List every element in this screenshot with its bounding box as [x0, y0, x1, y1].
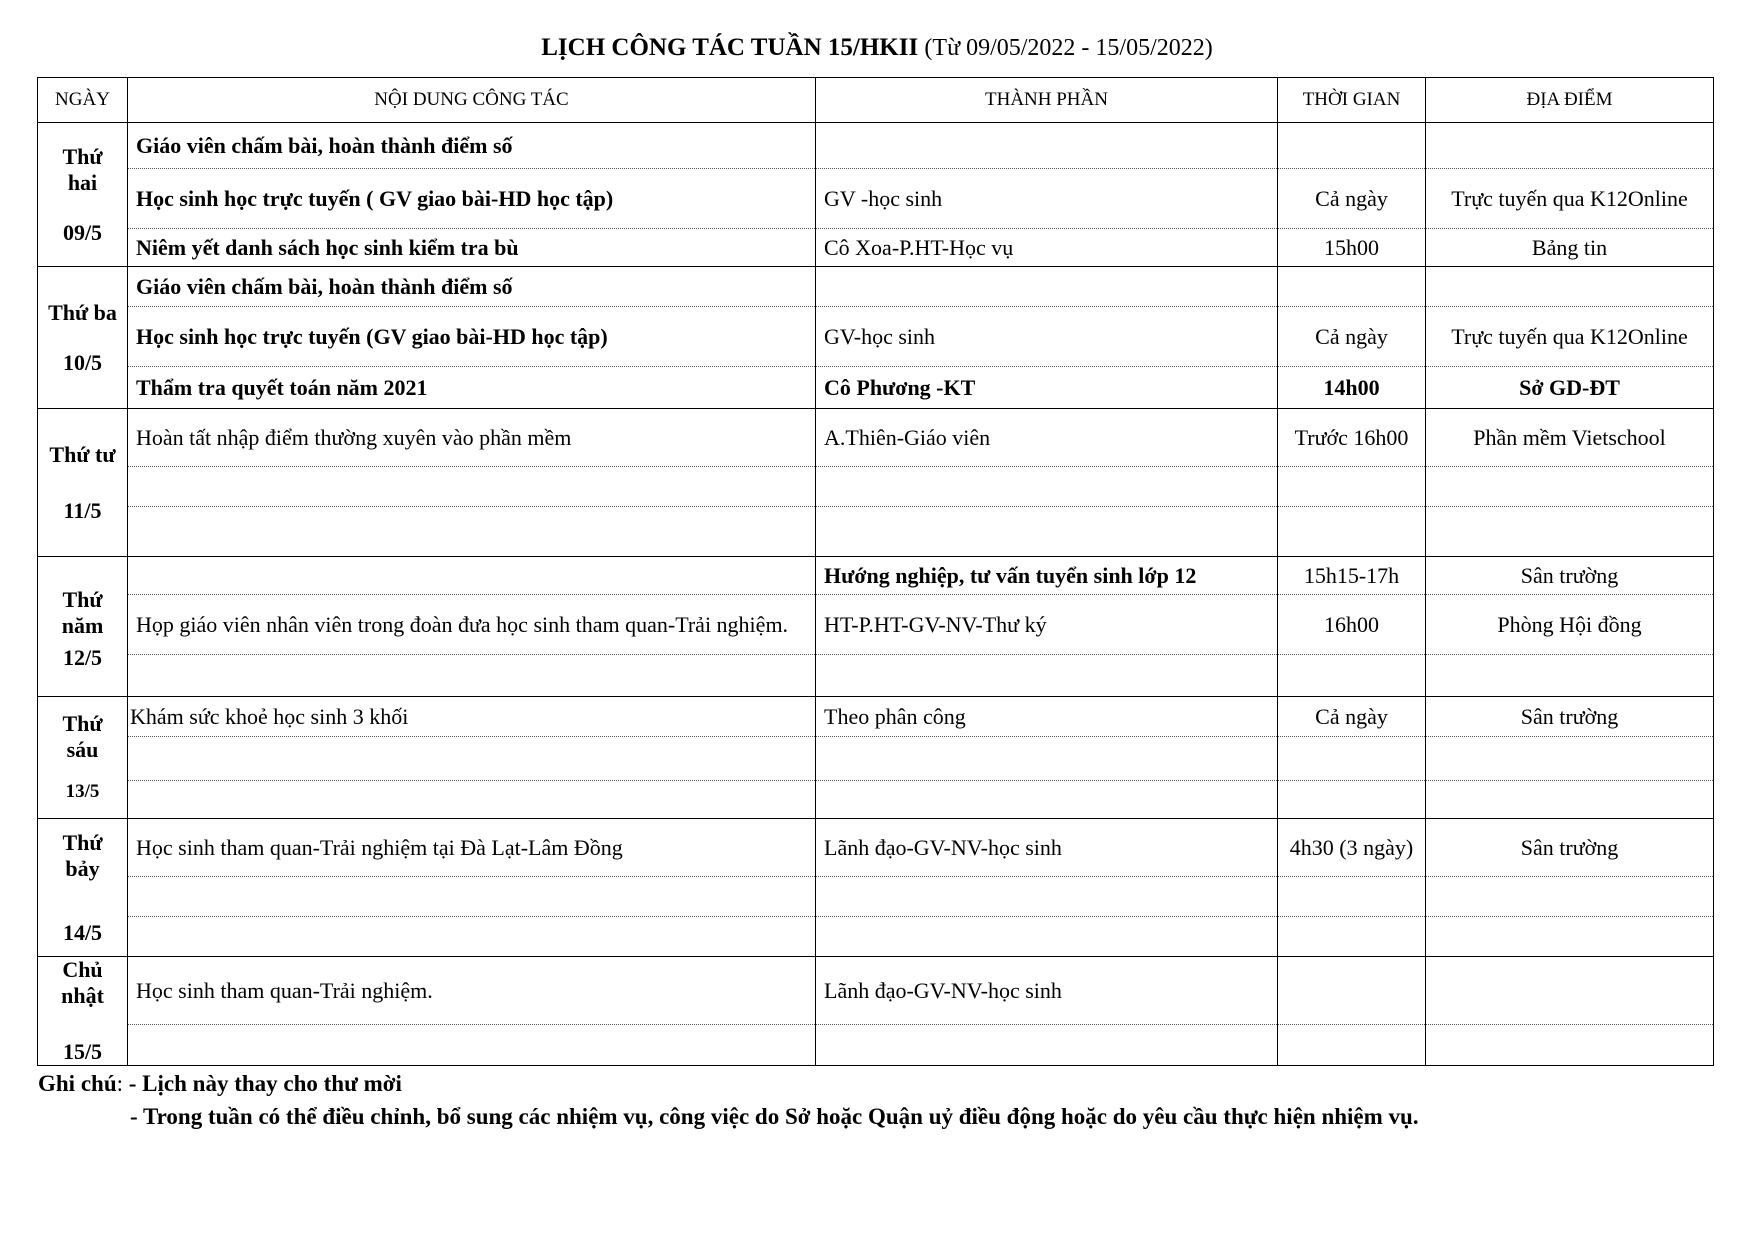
time-cell: 14h00 [1278, 367, 1426, 409]
header-row [38, 78, 1714, 123]
time-cell: Cả ngày [1278, 697, 1426, 737]
content-cell [128, 781, 816, 819]
participants-cell: GV-học sinh [816, 307, 1278, 367]
content-cell [128, 507, 816, 557]
day-cell-wednesday: Thứ tư 11/5 [38, 409, 128, 557]
day-cell-saturday: Thứ bảy 14/5 [38, 819, 128, 957]
participants-cell: Lãnh đạo-GV-NV-học sinh [816, 957, 1278, 1025]
time-cell [1278, 655, 1426, 697]
participants-cell: HT-P.HT-GV-NV-Thư ký [816, 595, 1278, 655]
content-cell: Giáo viên chấm bài, hoàn thành điểm số [128, 123, 816, 169]
content-cell: Học sinh tham quan-Trải nghiệm tại Đà Lạt-Lâm Đồng [128, 819, 816, 877]
time-cell [1278, 781, 1426, 819]
participants-cell [816, 917, 1278, 957]
day-cell-tuesday: Thứ ba 10/5 [38, 267, 128, 409]
table-row [38, 467, 1714, 507]
location-cell: Bảng tin [1426, 229, 1714, 267]
location-cell: Phần mềm Vietschool [1426, 409, 1714, 467]
table-row [38, 697, 1714, 737]
time-cell [1278, 507, 1426, 557]
participants-cell: Hướng nghiệp, tư vấn tuyển sinh lớp 12 [816, 557, 1278, 595]
table-row [38, 737, 1714, 781]
page-title [0, 34, 1754, 62]
header-content: NỘI DUNG CÔNG TÁC [128, 78, 816, 123]
participants-cell: Cô Phương -KT [816, 367, 1278, 409]
participants-cell [816, 877, 1278, 917]
location-cell: Trực tuyến qua K12Online [1426, 307, 1714, 367]
location-cell: Sân trường [1426, 697, 1714, 737]
location-cell [1426, 123, 1714, 169]
content-cell: Học sinh học trực tuyến ( GV giao bài-HD học tập) [128, 169, 816, 229]
table-row [38, 781, 1714, 819]
location-cell [1426, 655, 1714, 697]
time-cell [1278, 877, 1426, 917]
title-date-range: (Từ 09/05/2022 - 15/05/2022) [924, 35, 1213, 61]
time-cell [1278, 467, 1426, 507]
participants-cell: A.Thiên-Giáo viên [816, 409, 1278, 467]
day-cell-monday: Thứ hai 09/5 [38, 123, 128, 267]
participants-cell [816, 1025, 1278, 1066]
participants-cell [816, 467, 1278, 507]
table-row [38, 169, 1714, 229]
location-cell [1426, 1025, 1714, 1066]
participants-cell [816, 781, 1278, 819]
table-row [38, 557, 1714, 595]
time-cell [1278, 123, 1426, 169]
note-line-2: - Trong tuần có thể điều chỉnh, bổ sung các nhiệm vụ, công việc do Sở hoặc Quận uỷ điều động hoặc do yêu cầu thực hiện nhiệm vụ. [130, 1104, 1419, 1129]
location-cell [1426, 957, 1714, 1025]
time-cell [1278, 1025, 1426, 1066]
participants-cell: GV -học sinh [816, 169, 1278, 229]
location-cell: Phòng Hội đồng [1426, 595, 1714, 655]
table-row [38, 367, 1714, 409]
time-cell [1278, 917, 1426, 957]
participants-cell: Lãnh đạo-GV-NV-học sinh [816, 819, 1278, 877]
day-cell-thursday: Thứ năm 12/5 [38, 557, 128, 697]
location-cell [1426, 737, 1714, 781]
table-row [38, 655, 1714, 697]
day-cell-sunday: Chủ nhật 15/5 [38, 957, 128, 1066]
notes-section [38, 1067, 1419, 1133]
content-cell: Học sinh tham quan-Trải nghiệm. [128, 957, 816, 1025]
location-cell: Sân trường [1426, 557, 1714, 595]
participants-cell: Cô Xoa-P.HT-Học vụ [816, 229, 1278, 267]
note-text-1: - Lịch này thay cho thư mời [123, 1071, 402, 1096]
participants-cell: Theo phân công [816, 697, 1278, 737]
table-row [38, 595, 1714, 655]
location-cell [1426, 507, 1714, 557]
location-cell: Trực tuyến qua K12Online [1426, 169, 1714, 229]
participants-cell [816, 655, 1278, 697]
schedule-table [37, 77, 1714, 1066]
location-cell [1426, 781, 1714, 819]
header-location: ĐỊA ĐIỂM [1426, 78, 1714, 123]
title-main: LỊCH CÔNG TÁC TUẦN 15/HKII [541, 34, 919, 61]
time-cell: Cả ngày [1278, 307, 1426, 367]
header-day: NGÀY [38, 78, 128, 123]
time-cell [1278, 267, 1426, 307]
content-cell: Thẩm tra quyết toán năm 2021 [128, 367, 816, 409]
location-cell [1426, 917, 1714, 957]
table-row [38, 307, 1714, 367]
table-row [38, 409, 1714, 467]
location-cell [1426, 467, 1714, 507]
table-row [38, 267, 1714, 307]
header-time: THỜI GIAN [1278, 78, 1426, 123]
location-cell [1426, 267, 1714, 307]
time-cell: Trước 16h00 [1278, 409, 1426, 467]
table-row [38, 123, 1714, 169]
note-line-1: Ghi chú: - Lịch này thay cho thư mời [38, 1071, 402, 1096]
time-cell [1278, 737, 1426, 781]
table-row [38, 917, 1714, 957]
participants-cell [816, 267, 1278, 307]
participants-cell [816, 123, 1278, 169]
content-cell [128, 655, 816, 697]
content-cell: Học sinh học trực tuyến (GV giao bài-HD học tập) [128, 307, 816, 367]
table-row [38, 507, 1714, 557]
content-cell: Giáo viên chấm bài, hoàn thành điểm số [128, 267, 816, 307]
location-cell: Sở GD-ĐT [1426, 367, 1714, 409]
content-cell [128, 917, 816, 957]
time-cell: Cả ngày [1278, 169, 1426, 229]
content-cell: Niêm yết danh sách học sinh kiểm tra bù [128, 229, 816, 267]
content-cell: Khám sức khoẻ học sinh 3 khối [128, 697, 816, 737]
table-row [38, 1025, 1714, 1066]
location-cell: Sân trường [1426, 819, 1714, 877]
table-row [38, 229, 1714, 267]
table-row [38, 819, 1714, 877]
content-cell [128, 467, 816, 507]
participants-cell [816, 507, 1278, 557]
content-cell [128, 557, 816, 595]
content-cell [128, 1025, 816, 1066]
time-cell: 15h15-17h [1278, 557, 1426, 595]
content-cell: Hoàn tất nhập điểm thường xuyên vào phần mềm [128, 409, 816, 467]
content-cell [128, 877, 816, 917]
header-participants: THÀNH PHẦN [816, 78, 1278, 123]
location-cell [1426, 877, 1714, 917]
table-row [38, 957, 1714, 1025]
participants-cell [816, 737, 1278, 781]
time-cell: 4h30 (3 ngày) [1278, 819, 1426, 877]
content-cell [128, 737, 816, 781]
time-cell: 16h00 [1278, 595, 1426, 655]
day-cell-friday: Thứ sáu 13/5 [38, 697, 128, 819]
content-cell: Họp giáo viên nhân viên trong đoàn đưa học sinh tham quan-Trải nghiệm. [128, 595, 816, 655]
time-cell [1278, 957, 1426, 1025]
table-row [38, 877, 1714, 917]
notes-label: Ghi chú [38, 1071, 117, 1096]
time-cell: 15h00 [1278, 229, 1426, 267]
